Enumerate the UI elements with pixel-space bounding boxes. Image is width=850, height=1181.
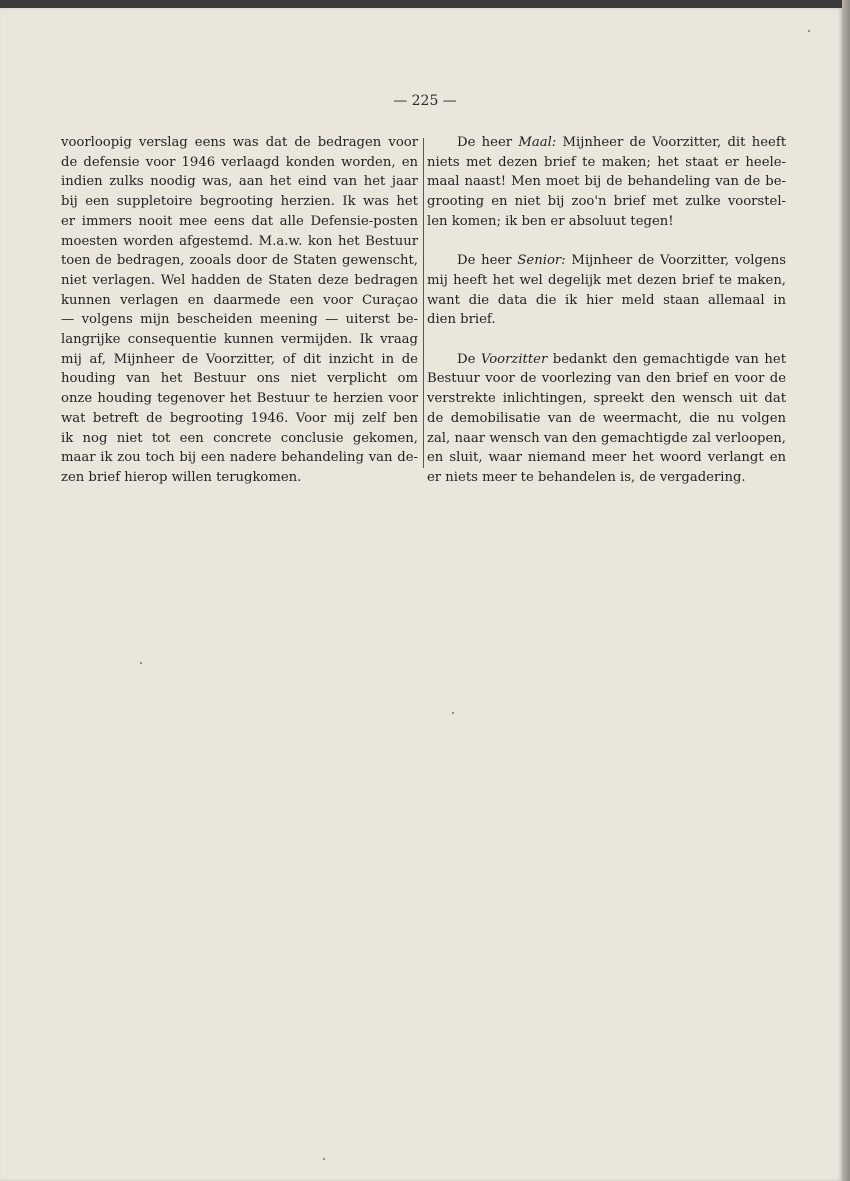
speaker-prefix: De heer (457, 135, 519, 150)
speaker-name: Maal: (518, 135, 557, 150)
text-line: onze houding tegenover het Bestuur te herzien voor (61, 391, 418, 407)
text-line: bij een suppletoire begrooting herzien. Ik was het (61, 194, 418, 210)
line-text: Mijnheer de Voorzitter, dit heeft (556, 135, 786, 150)
speaker-prefix: De heer (457, 253, 518, 269)
text-line: zen brief hierop willen terugkomen. (61, 469, 302, 485)
text-line: de defensie voor 1946 verlaagd konden worden, en (61, 154, 418, 170)
text-line: er immers nooit mee eens dat alle Defensie-posten (61, 213, 418, 229)
text-line: maar ik zou toch bij een nadere behandeling van de- (61, 450, 418, 466)
text-line: niet verlagen. Wel hadden de Staten deze bedragen (61, 272, 418, 288)
paragraph-gap (427, 232, 786, 252)
paragraph-first-line (427, 133, 786, 153)
text-line: ik nog niet tot een concrete conclusie gekomen, (61, 430, 418, 446)
text-line: kunnen verlagen en daarmede een voor Curaçao (61, 292, 418, 308)
text-line: voorloopig verslag eens was dat de bedragen voor (61, 135, 418, 150)
line-text: bedankt den gemachtigde van het (547, 351, 786, 367)
text-line: verstrekte inlichtingen, spreekt den wensch uit dat (427, 391, 786, 407)
text-line: len komen; ik ben er absoluut tegen! (427, 213, 674, 229)
text-line: — volgens mijn bescheiden meening — uiterst be- (61, 312, 418, 328)
text-line: mij heeft het wel degelijk met dezen brief te maken, (427, 272, 786, 288)
text-line: Bestuur voor de voorlezing van den brief en voor de (427, 371, 786, 387)
text-line: indien zulks noodig was, aan het eind van het jaar (61, 174, 418, 190)
text-line: dien brief. (427, 312, 496, 328)
column-divider (423, 138, 424, 468)
right-column (427, 133, 786, 488)
page-edge (842, 0, 850, 1181)
text-line: zal, naar wensch van den gemachtigde zal verloopen, (427, 430, 786, 446)
line-text: Mijnheer de Voorzitter, volgens (565, 253, 787, 269)
text-line: en sluit, waar niemand meer het woord verlangt en (427, 450, 786, 466)
text-line: want die data die ik hier meld staan allemaal in (427, 292, 786, 308)
text-line: niets met dezen brief te maken; het staat er heele- (427, 154, 786, 170)
paragraph-first-line (427, 251, 786, 271)
text-line: maal naast! Men moet bij de behandeling van de be- (427, 174, 786, 190)
paper-speck (808, 30, 810, 32)
paper-speck (452, 712, 454, 714)
paragraph-first-line (427, 350, 786, 370)
speaker-name: Senior: (517, 253, 566, 269)
paper-speck (323, 1158, 325, 1160)
speaker-name: Voorzitter (480, 351, 548, 367)
paragraph-gap (427, 330, 786, 350)
text-line: grooting en niet bij zoo'n brief met zulke voorstel- (427, 194, 786, 210)
page-number: — 225 — (393, 93, 457, 109)
speaker-prefix: De (457, 351, 481, 367)
text-line: mij af, Mijnheer de Voorzitter, of dit inzicht in de (61, 351, 418, 367)
text-line: langrijke consequentie kunnen vermijden. Ik vraag (61, 332, 418, 348)
text-line: toen de bedragen, zooals door de Staten gewenscht, (61, 253, 418, 269)
text-line: houding van het Bestuur ons niet verplicht om (61, 371, 418, 387)
text-line: er niets meer te behandelen is, de vergadering. (427, 469, 746, 485)
text-line: wat betreft de begrooting 1946. Voor mij zelf ben (61, 410, 418, 426)
text-line: moesten worden afgestemd. M.a.w. kon het Bestuur (61, 233, 418, 249)
paper-speck (140, 662, 142, 664)
text-line: de demobilisatie van de weermacht, die nu volgen (427, 410, 786, 426)
left-column (61, 133, 418, 488)
